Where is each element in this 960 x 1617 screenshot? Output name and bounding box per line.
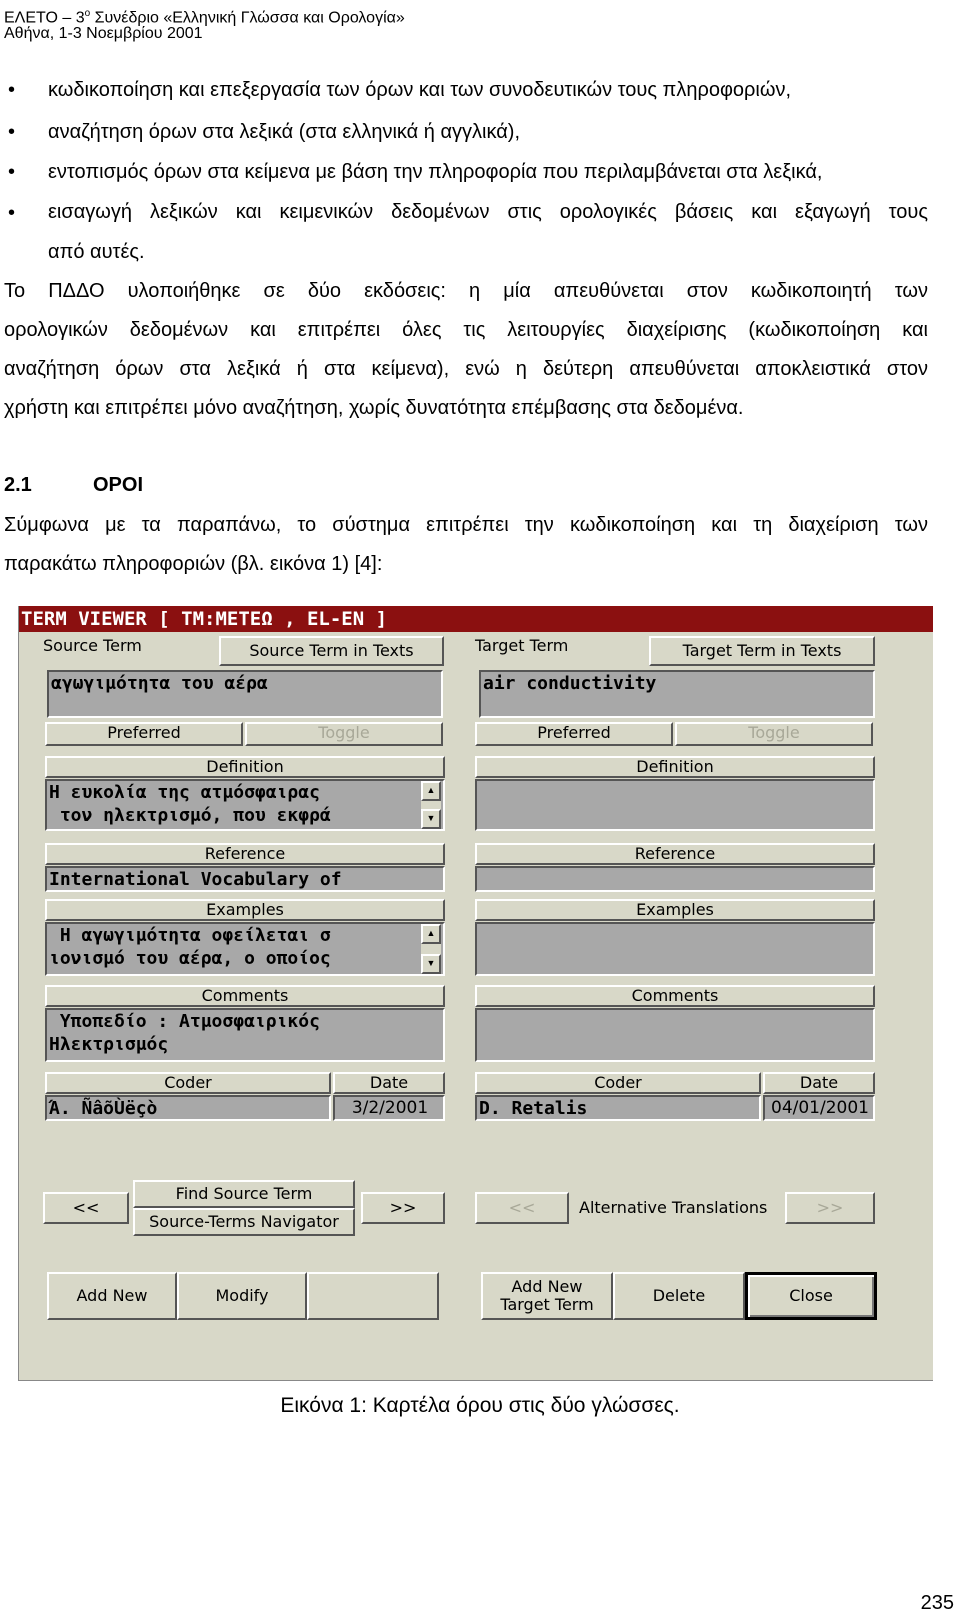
target-term-label: Target Term xyxy=(475,636,569,655)
source-examples-label: Examples xyxy=(45,899,445,921)
scroll-down-icon[interactable]: ▼ xyxy=(421,809,441,829)
target-coder-value[interactable]: D. Retalis xyxy=(475,1095,761,1121)
section-title: ΟΡΟΙ xyxy=(93,474,144,496)
scroll-up-icon[interactable]: ▲ xyxy=(421,781,441,801)
target-definition-textarea[interactable] xyxy=(475,779,875,831)
source-terms-navigator-button[interactable]: Source-Terms Navigator xyxy=(133,1208,355,1236)
add-target-line1: Add New xyxy=(511,1276,583,1296)
source-definition-textarea[interactable]: Η ευκολία της ατμόσφαιρας τον ηλεκτρισμό, που εκφρά xyxy=(45,779,445,831)
section-number: 2.1 xyxy=(4,474,32,496)
paragraph-line: Σύμφωνα με τα παραπάνω, το σύστημα επιτρέπει την κωδικοποίηση και τη διαχείριση των xyxy=(4,514,928,536)
modify-button[interactable]: Modify xyxy=(177,1272,307,1320)
bullet-dot: • xyxy=(8,202,16,224)
source-definition-label: Definition xyxy=(45,756,445,778)
source-comments-textarea[interactable]: Υποπεδίο : Ατμοσφαιρικός Ηλεκτρισμός xyxy=(45,1008,445,1062)
source-examples-textarea[interactable]: Η αγωγιμότητα οφείλεται σ ιονισμό του αέρα, ο οποίος xyxy=(45,922,445,976)
running-header-title: ΕΛΕΤΟ – $3^o$ Συνέδριο «Ελληνική Γλώσσα και Ορολογία» xyxy=(4,8,405,27)
figure-caption: Εικόνα 1: Καρτέλα όρου στις δύο γλώσσες. xyxy=(280,1394,680,1417)
bullet-dot: • xyxy=(8,121,16,143)
bullet-text: αναζήτηση όρων στα λεξικά (στα ελληνικά ή αγγλικά), xyxy=(48,121,521,143)
bullet-dot: • xyxy=(8,79,16,101)
window-title: TERM VIEWER [ TM:ΜΕΤΕΩ , EL-EN ] xyxy=(21,608,388,630)
target-reference-label: Reference xyxy=(475,843,875,865)
paragraph-line: χρήστη και επιτρέπει μόνο αναζήτηση, χωρίς δυνατότητα επέμβασης στα δεδομένα. xyxy=(4,397,744,419)
target-date-label: Date xyxy=(763,1072,875,1094)
close-button[interactable]: Close xyxy=(745,1272,877,1320)
alt-translation-prev-button[interactable]: << xyxy=(475,1192,569,1224)
add-new-target-term-button[interactable] xyxy=(481,1272,613,1320)
target-term-in-texts-button[interactable]: Target Term in Texts xyxy=(649,636,875,666)
target-examples-textarea[interactable] xyxy=(475,922,875,976)
delete-button[interactable]: Delete xyxy=(613,1272,745,1320)
source-term-label: Source Term xyxy=(43,636,142,655)
prev-term-button[interactable]: << xyxy=(43,1192,129,1224)
next-term-button[interactable]: >> xyxy=(361,1192,445,1224)
source-examples-scrollbar[interactable] xyxy=(421,924,441,974)
target-examples-label: Examples xyxy=(475,899,875,921)
source-date-value[interactable]: 3/2/2001 xyxy=(333,1095,445,1121)
source-coder-value[interactable]: Ά. ÑâõÙëçò xyxy=(45,1095,331,1121)
page-number: 235 xyxy=(920,1592,954,1614)
paragraph-line: Το ΠΔΔΟ υλοποιήθηκε σε δύο εκδόσεις: η μία απευθύνεται στον κωδικοποιητή των xyxy=(4,280,928,302)
running-header-date: Αθήνα, 1-3 Νοεμβρίου 2001 xyxy=(4,25,203,42)
target-comments-textarea[interactable] xyxy=(475,1008,875,1062)
scroll-up-icon[interactable]: ▲ xyxy=(421,924,441,944)
source-comments-label: Comments xyxy=(45,985,445,1007)
paragraph-line: παρακάτω πληροφοριών (βλ. εικόνα 1) [4]: xyxy=(4,553,383,575)
source-date-label: Date xyxy=(333,1072,445,1094)
alt-translation-next-button[interactable]: >> xyxy=(785,1192,875,1224)
source-definition-scrollbar[interactable] xyxy=(421,781,441,829)
scroll-down-icon[interactable]: ▼ xyxy=(421,954,441,974)
paragraph-line: ορολογικών δεδομένων και επιτρέπει όλες τις λειτουργίες διαχείρισης (κωδικοποίηση και xyxy=(4,319,928,341)
bullet-text: κωδικοποίηση και επεξεργασία των όρων και των συνοδευτικών τους πληροφοριών, xyxy=(48,79,792,101)
target-date-value[interactable]: 04/01/2001 xyxy=(763,1095,875,1121)
add-new-button[interactable]: Add New xyxy=(47,1272,177,1320)
blank-button[interactable] xyxy=(307,1272,439,1320)
title-bar xyxy=(19,606,933,632)
source-reference-label: Reference xyxy=(45,843,445,865)
target-coder-label: Coder xyxy=(475,1072,761,1094)
source-reference-input[interactable]: International Vocabulary of xyxy=(45,866,445,892)
source-toggle-button[interactable]: Toggle xyxy=(245,722,443,746)
paragraph-line: αναζήτηση όρων στα λεξικά ή στα κείμενα), ενώ η δεύτερη απευθύνεται αποκλειστικά στον xyxy=(4,358,928,380)
bullet-dot: • xyxy=(8,161,16,183)
source-term-input[interactable]: αγωγιμότητα του αέρα xyxy=(47,670,443,718)
target-reference-input[interactable] xyxy=(475,866,875,892)
target-preferred-button[interactable]: Preferred xyxy=(475,722,673,746)
target-comments-label: Comments xyxy=(475,985,875,1007)
bullet-continuation: από αυτές. xyxy=(48,241,145,263)
source-preferred-button[interactable]: Preferred xyxy=(45,722,243,746)
target-toggle-button[interactable]: Toggle xyxy=(675,722,873,746)
term-viewer-window xyxy=(18,606,933,1381)
source-coder-label: Coder xyxy=(45,1072,331,1094)
add-target-line2: Target Term xyxy=(500,1295,594,1314)
target-definition-label: Definition xyxy=(475,756,875,778)
bullet-text: εντοπισμός όρων στα κείμενα με βάση την πληροφορία που περιλαμβάνεται στα λεξικά, xyxy=(48,161,823,183)
source-term-in-texts-button[interactable]: Source Term in Texts xyxy=(219,636,444,666)
find-source-term-button[interactable]: Find Source Term xyxy=(133,1180,355,1208)
target-term-input[interactable]: air conductivity xyxy=(479,670,875,718)
bullet-text: εισαγωγή λεξικών και κειμενικών δεδομένων στις ορολογικές βάσεις και εξαγωγή τους xyxy=(48,201,928,223)
alternative-translations-label: Alternative Translations xyxy=(579,1198,768,1217)
